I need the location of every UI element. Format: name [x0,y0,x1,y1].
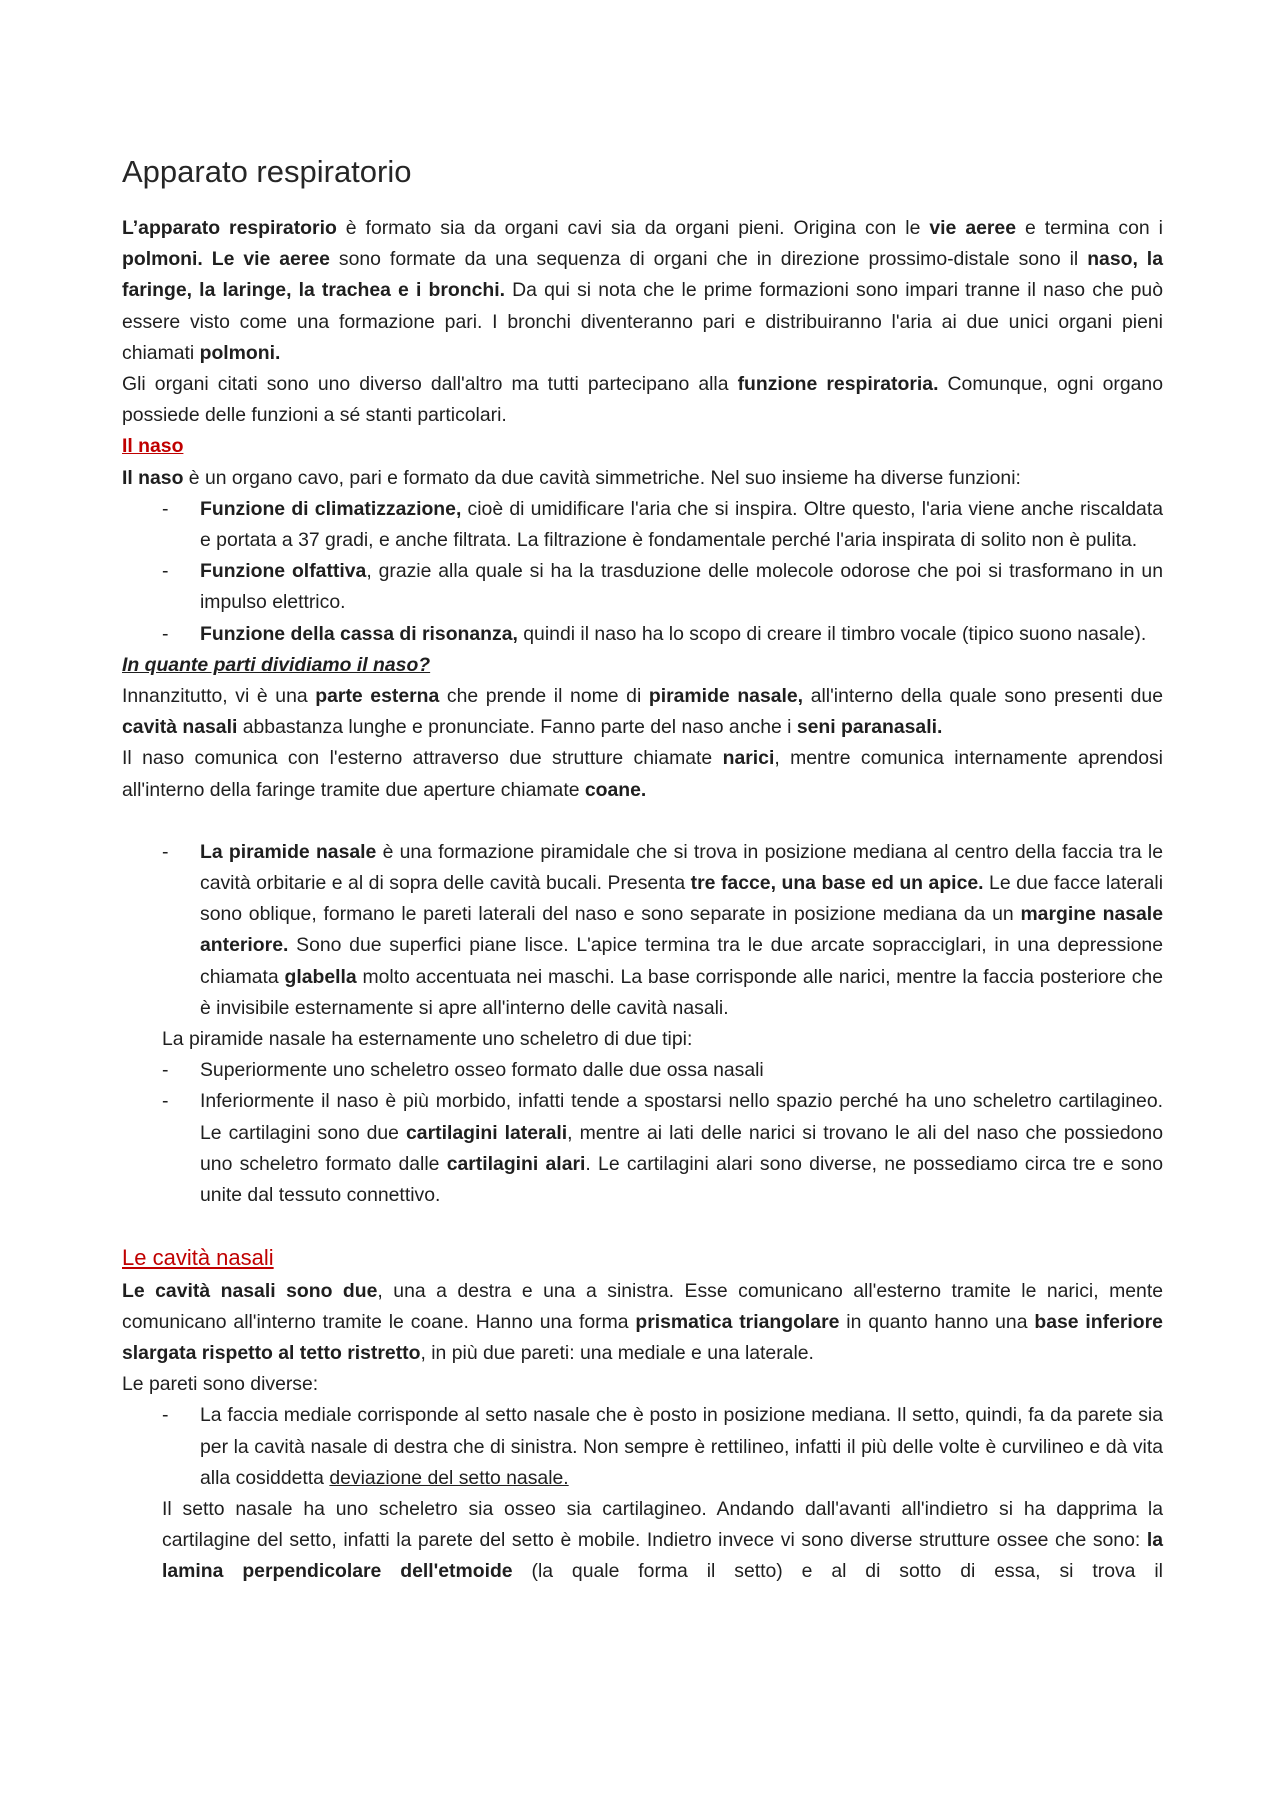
pareti-list [122,1400,1163,1494]
underlined-term: deviazione del setto nasale. [329,1466,569,1489]
section-heading-cavita: Le cavità nasali [122,1245,274,1271]
list-item: - La faccia mediale corrisponde al setto nasale che è posto in posizione mediana. Il setto, quindi, fa da parete sia per la cavità nasale di destra che di sinistra. Non sempre è rettilineo, infatti il più delle volte è curvilineo e dà vita alla cosiddetta deviazione del setto nasale. [122,1400,1163,1494]
bold-term: funzione respiratoria. [737,373,939,396]
list-item: - Superiormente uno scheletro osseo formato dalle due ossa nasali [122,1055,1163,1086]
page-title: Apparato respiratorio [122,154,412,189]
scheletro-intro: La piramide nasale ha esternamente uno scheletro di due tipi: [162,1028,693,1051]
scheletro-list [122,1055,1163,1211]
bold-term: vie aeree [929,217,1017,239]
document-body [122,213,1163,1588]
pareti-line: Le pareti sono diverse: [122,1373,319,1396]
bold-term: polmoni. [199,341,281,364]
spacer [122,806,1163,837]
list-item: - La piramide nasale è una formazione piramidale che si trova in posizione mediana al centro della faccia tra le cavità orbitarie e al di sopra delle cavità bucali. Presenta tre facce, una base ed un apice. Le due facce laterali sono oblique, formano le pareti laterali del naso e sono separate in posizione mediana da un margine nasale anteriore. Sono due superfici piane lisce. L'apice termina tra le due arcate sopracciglari, in una depressione chiamata glabella molto accentuata nei maschi. La base corrisponde alle narici, mentre la faccia posteriore che è invisibile esternamente si apre all'interno delle cavità nasali. [122,837,1163,1024]
list-item: - Funzione della cassa di risonanza, quindi il naso ha lo scopo di creare il timbro vocale (tipico suono nasale). [122,619,1163,650]
list-item: - Funzione di climatizzazione, cioè di umidificare l'aria che si inspira. Oltre questo, l'aria viene anche riscaldata e portata a 37 gradi, e anche filtrata. La filtrazione è fondamentale perché l'aria inspirata di solito non è pulita. [122,494,1163,556]
subsection-heading-parti: In quante parti dividiamo il naso? [122,653,431,676]
setto-paragraph: Il setto nasale ha uno scheletro sia osseo sia cartilagineo. Andando dall'avanti all'indietro si ha dapprima la cartilagine del setto, infatti la parete del setto è mobile. Indietro invece vi sono diverse strutture ossee che sono: la lamina perpendicolare dell'etmoide (la quale forma il setto) e al di sotto di essa, si trova il [162,1497,1163,1583]
cavita-paragraph: Le cavità nasali sono due, una a destra e una a sinistra. Esse comunicano all'esterno tramite le narici, mente comunicano all'interno tramite le coane. Hanno una forma prismatica triangolare in quanto hanno una base inferiore slargata rispetto al tetto ristretto, in più due pareti: una mediale e una laterale. [122,1279,1163,1364]
bold-term: Il naso [122,466,184,489]
bold-term: naso, la faringe, la laringe, la trachea e i bronchi. [122,248,1163,302]
naso-intro: Il naso è un organo cavo, pari e formato da due cavità simmetriche. Nel suo insieme ha diverse funzioni: [122,466,1021,489]
bold-term: polmoni. Le vie aeree [122,248,330,271]
piramide-list [122,837,1163,1024]
spacer [122,1211,1163,1242]
intro-paragraph-2: Gli organi citati sono uno diverso dall'altro ma tutti partecipano alla funzione respiratoria. Comunque, ogni organo possiede delle funzioni a sé stanti particolari. [122,373,1163,427]
functions-list [122,494,1163,650]
bold-term: L’apparato respiratorio [122,217,337,239]
list-item: - Inferiormente il naso è più morbido, infatti tende a spostarsi nello spazio perché ha uno scheletro cartilagineo. Le cartilagini sono due cartilagini laterali, mentre ai lati delle narici si trovano le ali del naso che possiedono uno scheletro formato dalle cartilagini alari. Le cartilagini alari sono diverse, ne possediamo circa tre e sono unite dal tessuto connettivo. [122,1086,1163,1211]
intro-paragraph: L’apparato respiratorio è formato sia da organi cavi sia da organi pieni. Origina con le vie aeree e termina con i polmoni. Le vie aeree sono formate da una sequenza di organi che in direzione prossimo-distale sono il naso, la faringe, la laringe, la trachea e i bronchi. Da qui si nota che le prime formazioni sono impari tranne il naso che può essere visto come una formazione pari. I bronchi diventeranno pari e distribuiranno l'aria ai due unici organi pieni chiamati polmoni. [122,217,1164,364]
list-item: - Funzione olfattiva, grazie alla quale si ha la trasduzione delle molecole odorose che poi si trasformano in un impulso elettrico. [122,556,1163,618]
parti-paragraph-1: Innanzitutto, vi è una parte esterna che prende il nome di piramide nasale, all'interno della quale sono presenti due cavità nasali abbastanza lunghe e pronunciate. Fanno parte del naso anche i seni paranasali. [122,685,1163,739]
parti-paragraph-2: Il naso comunica con l'esterno attraverso due strutture chiamate narici, mentre comunica internamente aprendosi all'interno della faringe tramite due aperture chiamate coane. [122,747,1163,801]
section-heading-naso: Il naso [122,435,184,458]
